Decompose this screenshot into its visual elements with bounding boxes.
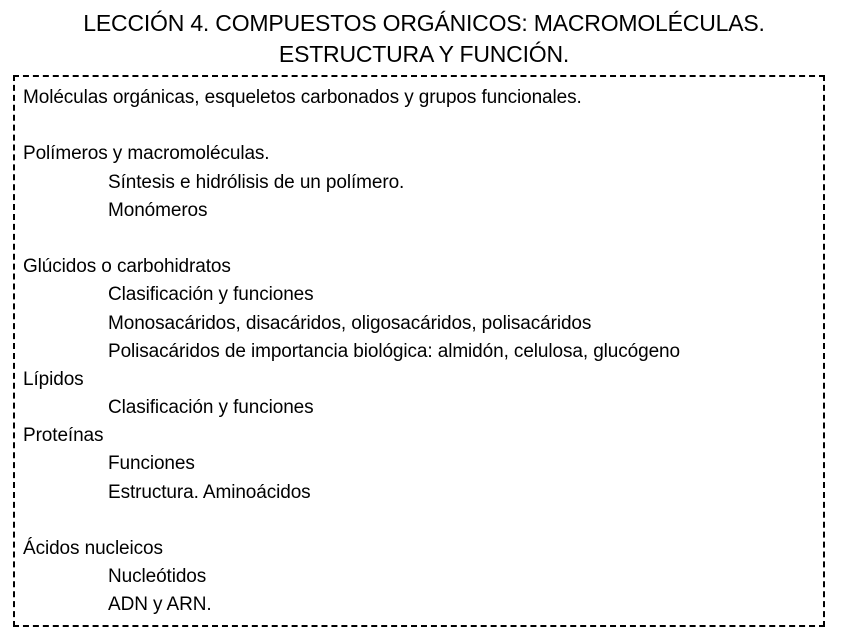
subtopic-item: Polisacáridos de importancia biológica: almidón, celulosa, glucógeno [108,340,680,362]
subtopic-item: Clasificación y funciones [108,284,314,306]
subtopic-item: Funciones [108,453,195,475]
subtopic-item: Síntesis e hidrólisis de un polímero. [108,171,405,193]
topic-item: Proteínas [23,425,104,447]
page-title [0,8,848,70]
topic-item: Lípidos [23,368,84,390]
outline-list [23,84,680,620]
topic-item: Glúcidos o carbohidratos [23,256,231,278]
subtopic-item: Clasificación y funciones [108,397,314,419]
topic-item: Moléculas orgánicas, esqueletos carbonados y grupos funcionales. [23,87,582,108]
subtopic-item: Monómeros [108,199,208,221]
blank-line [23,507,680,535]
topic-item: Polímeros y macromoléculas. [23,143,270,165]
subtopic-item: Estructura. Aminoácidos [108,481,311,503]
subtopic-item: ADN y ARN. [108,594,212,616]
subtopic-item: Monosacáridos, disacáridos, oligosacáridos, polisacáridos [108,312,592,334]
title-line-1: LECCIÓN 4. COMPUESTOS ORGÁNICOS: MACROMOLÉCULAS. [83,10,765,36]
title-line-2: ESTRUCTURA Y FUNCIÓN. [278,41,570,67]
topic-item: Ácidos nucleicos [23,538,163,559]
subtopic-item: Nucleótidos [108,566,207,588]
blank-line [23,225,680,253]
blank-line [23,112,680,140]
